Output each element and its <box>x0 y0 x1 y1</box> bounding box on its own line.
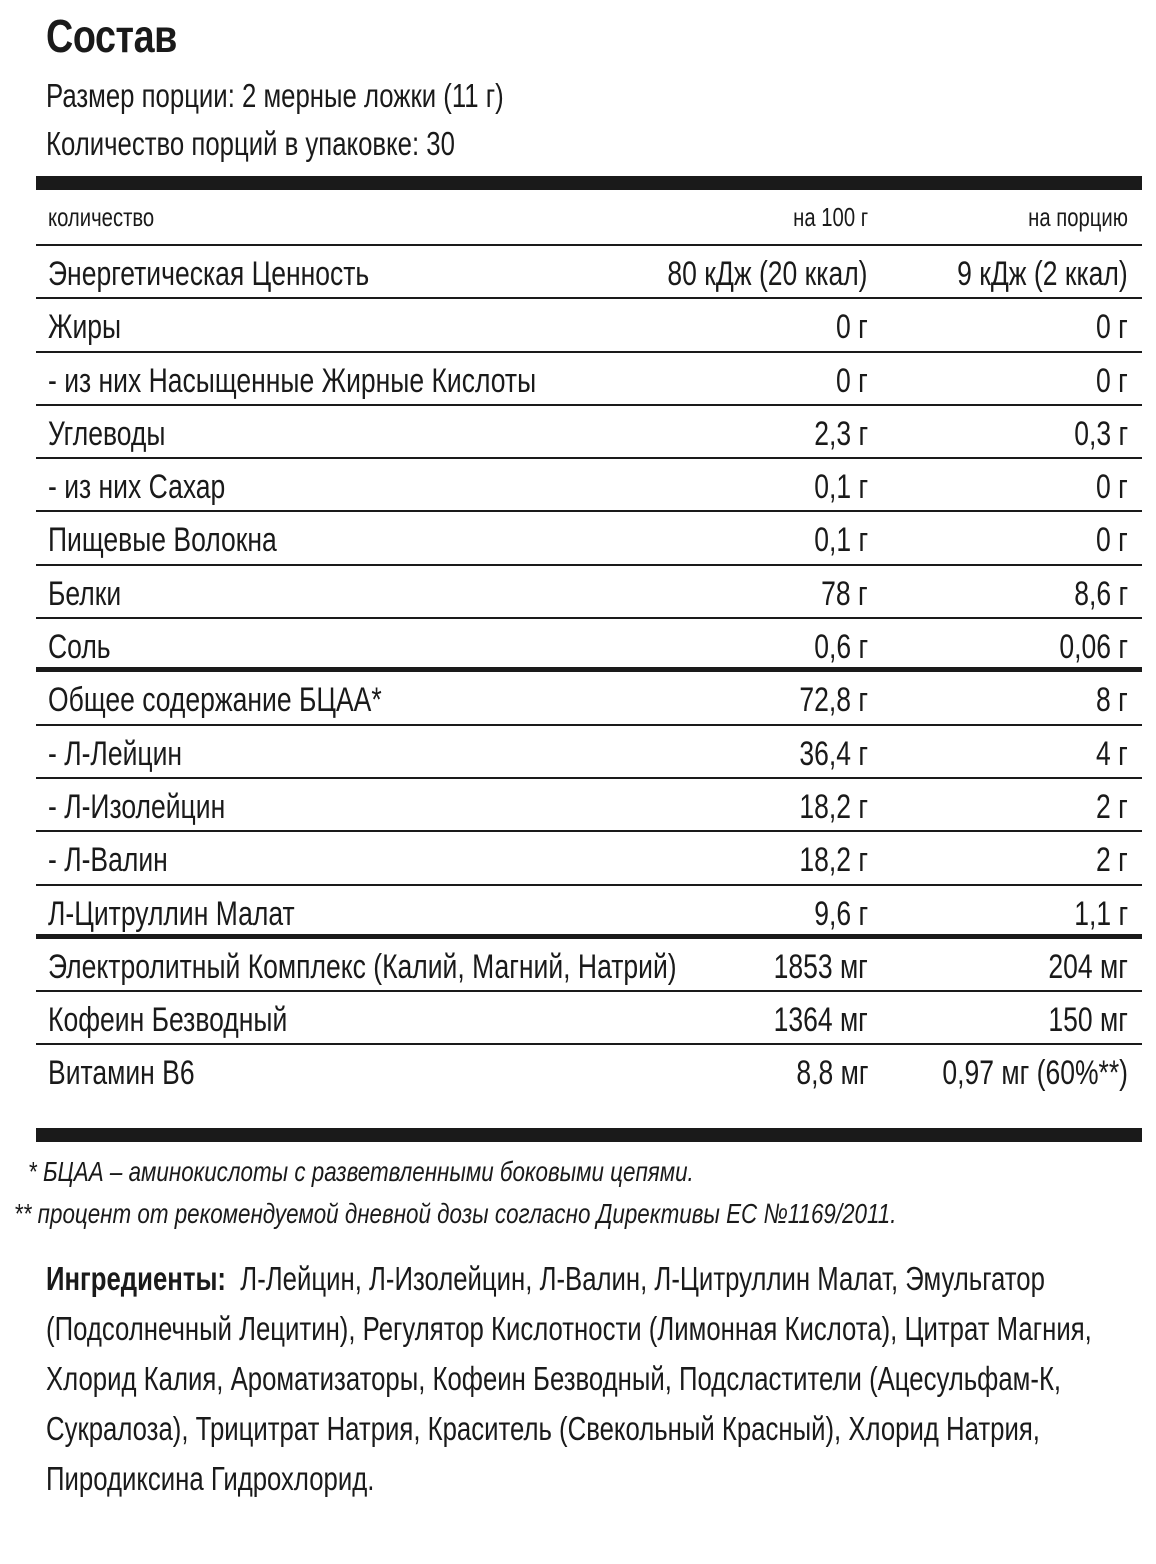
row-per-100g: 1364 мг <box>773 1001 868 1040</box>
row-per-serving: 0,97 мг (60%**) <box>942 1054 1128 1093</box>
table-row <box>36 299 1142 352</box>
nutrition-table <box>36 190 1142 1099</box>
row-per-serving: 0,3 г <box>1074 414 1128 453</box>
ingredients-label: Ингредиенты: <box>46 1260 226 1297</box>
row-per-100g: 0 г <box>836 308 868 347</box>
table-row <box>36 512 1142 565</box>
row-name: Витамин В6 <box>48 1054 195 1093</box>
row-per-100g: 0,1 г <box>814 468 868 507</box>
table-row <box>36 832 1142 885</box>
servings-per-pack: Количество порций в упаковке: 30 <box>46 125 455 162</box>
row-per-100g: 0,1 г <box>814 521 868 560</box>
row-per-100g: 0,6 г <box>814 628 868 667</box>
table-row <box>36 672 1142 725</box>
row-per-100g: 78 г <box>821 574 868 613</box>
row-name: Л-Цитруллин Малат <box>48 894 295 933</box>
table-row <box>36 459 1142 512</box>
row-name: Кофеин Безводный <box>48 1001 288 1040</box>
row-name: Энергетическая Ценность <box>48 255 370 293</box>
footnote-daily-value: ** процент от рекомендуемой дневной дозы согласно Директивы ЕС №1169/2011. <box>14 1198 897 1229</box>
row-name: Углеводы <box>48 414 166 453</box>
row-per-100g: 0 г <box>836 361 868 400</box>
row-name: Жиры <box>48 308 122 347</box>
table-row <box>36 353 1142 406</box>
table-header <box>36 190 1142 246</box>
row-per-serving: 8,6 г <box>1074 574 1128 613</box>
row-name: - Л-Лейцин <box>48 734 183 773</box>
table-row <box>36 939 1142 992</box>
table-row <box>36 619 1142 672</box>
row-per-100g: 2,3 г <box>814 414 868 453</box>
header-quantity: количество <box>48 202 155 232</box>
row-name: Белки <box>48 574 122 613</box>
row-name: Пищевые Волокна <box>48 521 277 560</box>
row-per-serving: 2 г <box>1096 787 1128 826</box>
row-name: Общее содержание БЦАА* <box>48 681 382 720</box>
table-top-rule <box>36 176 1142 190</box>
table-row <box>36 566 1142 619</box>
row-per-100g: 9,6 г <box>814 894 868 933</box>
page-title: Состав <box>46 10 177 62</box>
row-name: Электролитный Комплекс (Калий, Магний, Натрий) <box>48 947 677 986</box>
row-name: - Л-Изолейцин <box>48 787 226 826</box>
ingredients-paragraph <box>46 1254 1115 1504</box>
row-per-100g: 8,8 мг <box>795 1054 868 1093</box>
serving-size: Размер порции: 2 мерные ложки (11 г) <box>46 77 504 114</box>
row-per-serving: 204 мг <box>1048 947 1128 986</box>
row-per-serving: 0 г <box>1096 361 1128 400</box>
header-per-100g: на 100 г <box>793 202 868 232</box>
row-per-serving: 0 г <box>1096 468 1128 507</box>
row-name: Соль <box>48 628 111 667</box>
row-per-100g: 72,8 г <box>799 681 868 720</box>
header-per-serving: на порцию <box>1028 202 1128 232</box>
row-per-serving: 0 г <box>1096 308 1128 347</box>
table-row <box>36 779 1142 832</box>
row-per-100g: 18,2 г <box>799 841 868 880</box>
row-name: - из них Сахар <box>48 468 226 507</box>
row-per-100g: 80 кДж (20 ккал) <box>667 255 868 293</box>
row-per-100g: 1853 мг <box>773 947 868 986</box>
table-row <box>36 246 1142 299</box>
ingredients-text: Л-Лейцин, Л-Изолейцин, Л-Валин, Л-Цитруллин Малат, Эмульгатор (Подсолнечный Лецитин), Регулятор Кислотности (Лимонная Кислота), Цитрат Магния, Хлорид Калия, Ароматизаторы, Кофеин Безводный, Подсластители (Ацесульфам-К, Сукралоза), Трицитрат Натрия, Краситель (Свекольный Красный), Хлорид Натрия, Пиродиксина Гидрохлорид. <box>46 1260 1092 1497</box>
row-per-100g: 18,2 г <box>799 787 868 826</box>
row-per-serving: 4 г <box>1096 734 1128 773</box>
row-per-serving: 8 г <box>1096 681 1128 720</box>
table-bottom-rule <box>36 1128 1142 1142</box>
table-row <box>36 886 1142 939</box>
table-row <box>36 992 1142 1045</box>
table-row <box>36 1045 1142 1098</box>
row-per-serving: 0 г <box>1096 521 1128 560</box>
row-per-100g: 36,4 г <box>799 734 868 773</box>
row-name: - из них Насыщенные Жирные Кислоты <box>48 361 537 400</box>
row-per-serving: 0,06 г <box>1059 628 1128 667</box>
row-name: - Л-Валин <box>48 841 168 880</box>
row-per-serving: 150 мг <box>1048 1001 1128 1040</box>
table-row <box>36 726 1142 779</box>
row-per-serving: 9 кДж (2 ккал) <box>957 255 1128 293</box>
row-per-serving: 2 г <box>1096 841 1128 880</box>
row-per-serving: 1,1 г <box>1074 894 1128 933</box>
footnote-bcaa: * БЦАА – аминокислоты с разветвленными боковыми цепями. <box>28 1156 694 1187</box>
table-row <box>36 406 1142 459</box>
